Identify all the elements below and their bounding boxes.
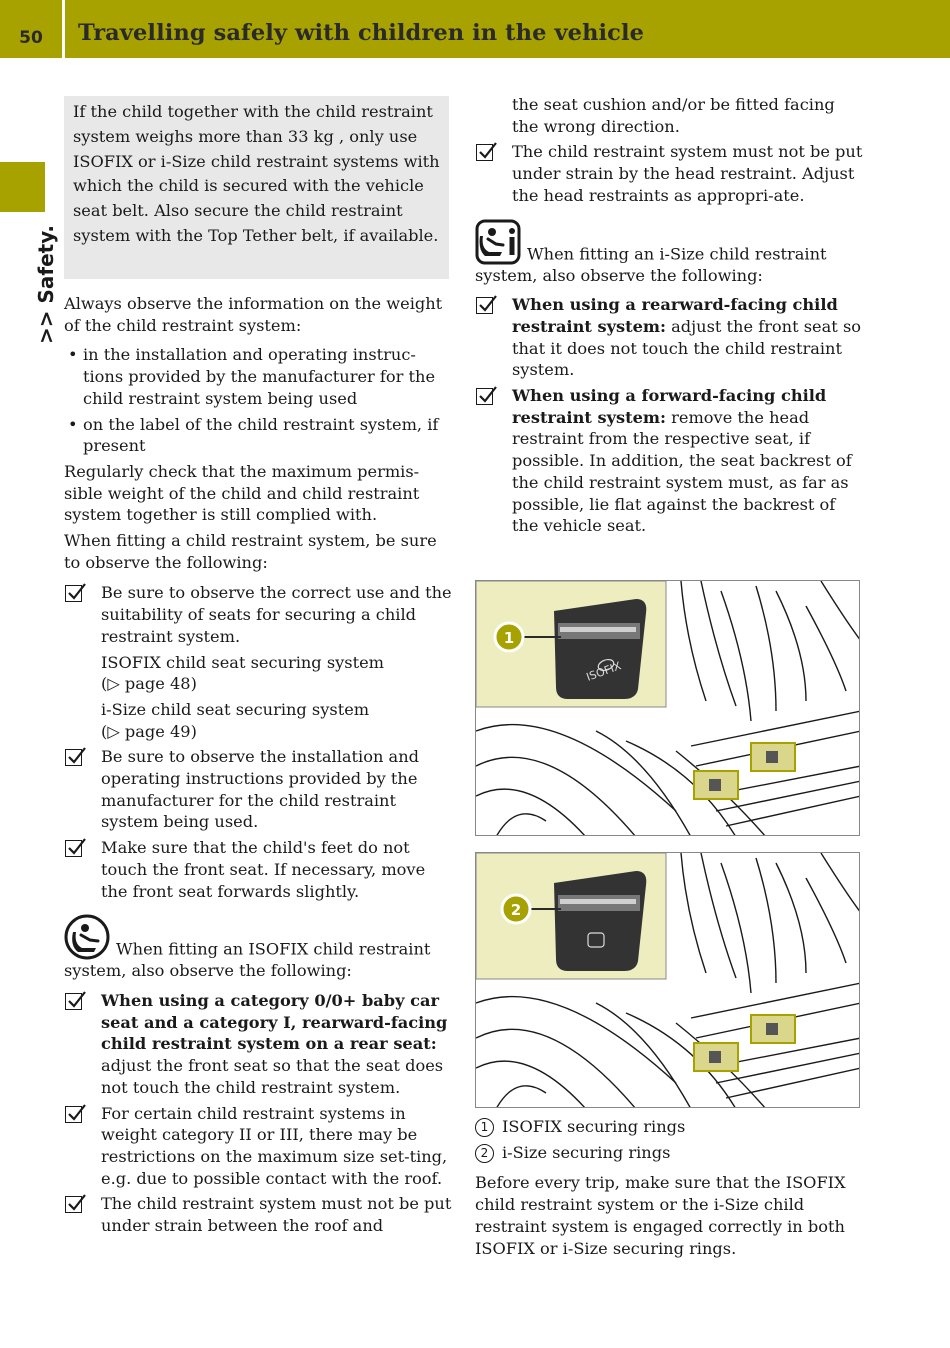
legend-item xyxy=(475,1116,865,1138)
isofix-reference: ISOFIX child seat securing system xyxy=(101,652,385,672)
section-label: >> Safety. xyxy=(34,224,58,344)
checklist-item xyxy=(64,582,452,742)
checklist-text xyxy=(512,385,863,537)
isofix-child-seat-icon xyxy=(64,914,110,960)
checklist-rest-text: adjust the front seat so that the seat does not touch the child restraint system. xyxy=(101,1056,444,1097)
isize-rings-illustration xyxy=(476,853,860,1108)
checklist-item xyxy=(64,1193,452,1236)
page-header xyxy=(0,0,950,58)
checklist-bold-text: When using a rearward-facing child restraint system: xyxy=(512,295,838,336)
legend-text: ISOFIX securing rings xyxy=(502,1117,686,1136)
note-text: If the child together with the child restraint system weighs more than 33 kg , only use ISOFIX or i-Size child restraint systems with which the child is secured with the vehicle seat belt. Also secure the child restraint system with the Top Tether belt, if available. xyxy=(73,102,440,245)
checkbox-icon xyxy=(65,1196,82,1213)
isize-page-link[interactable]: (▷ page 49) xyxy=(101,721,197,741)
checklist-item xyxy=(64,990,452,1099)
isofix-label: ISOFIX xyxy=(584,659,623,684)
checklist-item xyxy=(64,837,452,902)
callout-1: 1 xyxy=(503,629,515,647)
isize-child-seat-icon xyxy=(475,219,521,265)
figure-legend-and-summary xyxy=(475,1116,865,1259)
left-column xyxy=(64,293,452,1237)
checklist-text: Be sure to observe the correct use and the suitability of seats for securing a child restraint system. xyxy=(101,583,452,646)
list-item: • on the label of the child restraint system, if present xyxy=(64,414,452,457)
callout-2: 2 xyxy=(510,901,522,919)
note-box xyxy=(64,96,449,279)
legend-item xyxy=(475,1142,865,1164)
checklist-text: For certain child restraint systems in weight category II or III, there may be restrictions on the maximum size set-ting, e.g. due to possible contact with the roof. xyxy=(101,1103,448,1188)
checklist-text: Make sure that the child's feet do not touch the front seat. If necessary, move the front seat forwards slightly. xyxy=(101,838,426,901)
isofix-rings-figure xyxy=(475,580,860,836)
continued-text: the seat cushion and/or be fitted facing the wrong direction. xyxy=(512,95,835,136)
legend-number: 1 xyxy=(475,1118,494,1137)
isize-section-intro xyxy=(475,219,863,287)
checklist-text: Be sure to observe the installation and operating instructions provided by the manufacturer for the child restraint system being used. xyxy=(101,747,419,832)
checkbox-icon xyxy=(476,297,493,314)
checklist-item xyxy=(475,294,863,381)
checklist-bold-text: When using a category 0/0+ baby car seat and a category I, rearward-facing child restraint system on a rear seat: xyxy=(101,990,448,1054)
legend-text: i-Size securing rings xyxy=(502,1142,671,1162)
isize-reference: i-Size child seat securing system xyxy=(101,699,370,719)
legend-number: 2 xyxy=(475,1144,494,1163)
bullet-list xyxy=(64,344,452,457)
isofix-intro-text: When fitting an ISOFIX child restraint system, also observe the following: xyxy=(64,939,431,981)
summary-paragraph: Before every trip, make sure that the ISOFIX child restraint system or the i-Size child restraint system is engaged correctly in both ISOFIX or i-Size securing rings. xyxy=(475,1173,846,1258)
checkbox-icon xyxy=(65,749,82,766)
right-column xyxy=(475,94,863,537)
page-title: Travelling safely with children in the vehicle xyxy=(78,20,645,46)
isofix-page-link[interactable]: (▷ page 48) xyxy=(101,674,197,694)
page-number: 50 xyxy=(19,28,43,48)
section-tab-marker xyxy=(0,162,45,212)
checkbox-icon xyxy=(65,840,82,857)
checklist-text xyxy=(101,990,452,1099)
checklist-item xyxy=(475,141,863,206)
checkbox-icon xyxy=(65,993,82,1010)
list-item: • in the installation and operating instruc-tions provided by the manufacturer for the child restraint system being used xyxy=(64,344,452,409)
isize-rings-figure xyxy=(475,852,860,1108)
checklist-rest-text: remove the head restraint from the respective seat, if possible. In addition, the seat backrest of the child restraint system must, as far as possible, lie flat against the backrest of the vehicle seat. xyxy=(512,407,852,536)
checklist-bold-text: When using a forward-facing child restraint system: xyxy=(512,386,827,427)
checklist-text xyxy=(512,294,863,381)
checklist-rest-text: adjust the front seat so that it does not touch the child restraint system. xyxy=(512,316,861,380)
isofix-rings-illustration xyxy=(476,581,860,836)
isofix-section-intro xyxy=(64,914,452,982)
isize-intro-text: When fitting an i-Size child restraint system, also observe the following: xyxy=(475,243,827,285)
checkbox-icon xyxy=(476,388,493,405)
fitting-paragraph: When fitting a child restraint system, be sure to observe the following: xyxy=(64,531,437,572)
checkbox-icon xyxy=(65,585,82,602)
checkbox-icon xyxy=(476,144,493,161)
checkbox-icon xyxy=(65,1106,82,1123)
checklist-text: The child restraint system must not be put under strain between the roof and xyxy=(101,1194,452,1236)
checklist-item xyxy=(475,385,863,537)
checklist-text: The child restraint system must not be put under strain by the head restraint. Adjust the head restraints as appropri-ate. xyxy=(512,142,863,205)
check-weight-paragraph: Regularly check that the maximum permis-sible weight of the child and child restraint system together is still complied with. xyxy=(64,461,420,525)
checklist-item xyxy=(64,1103,452,1190)
intro-paragraph: Always observe the information on the weight of the child restraint system: xyxy=(64,294,443,335)
header-divider xyxy=(62,0,65,58)
checklist-item xyxy=(64,746,452,833)
